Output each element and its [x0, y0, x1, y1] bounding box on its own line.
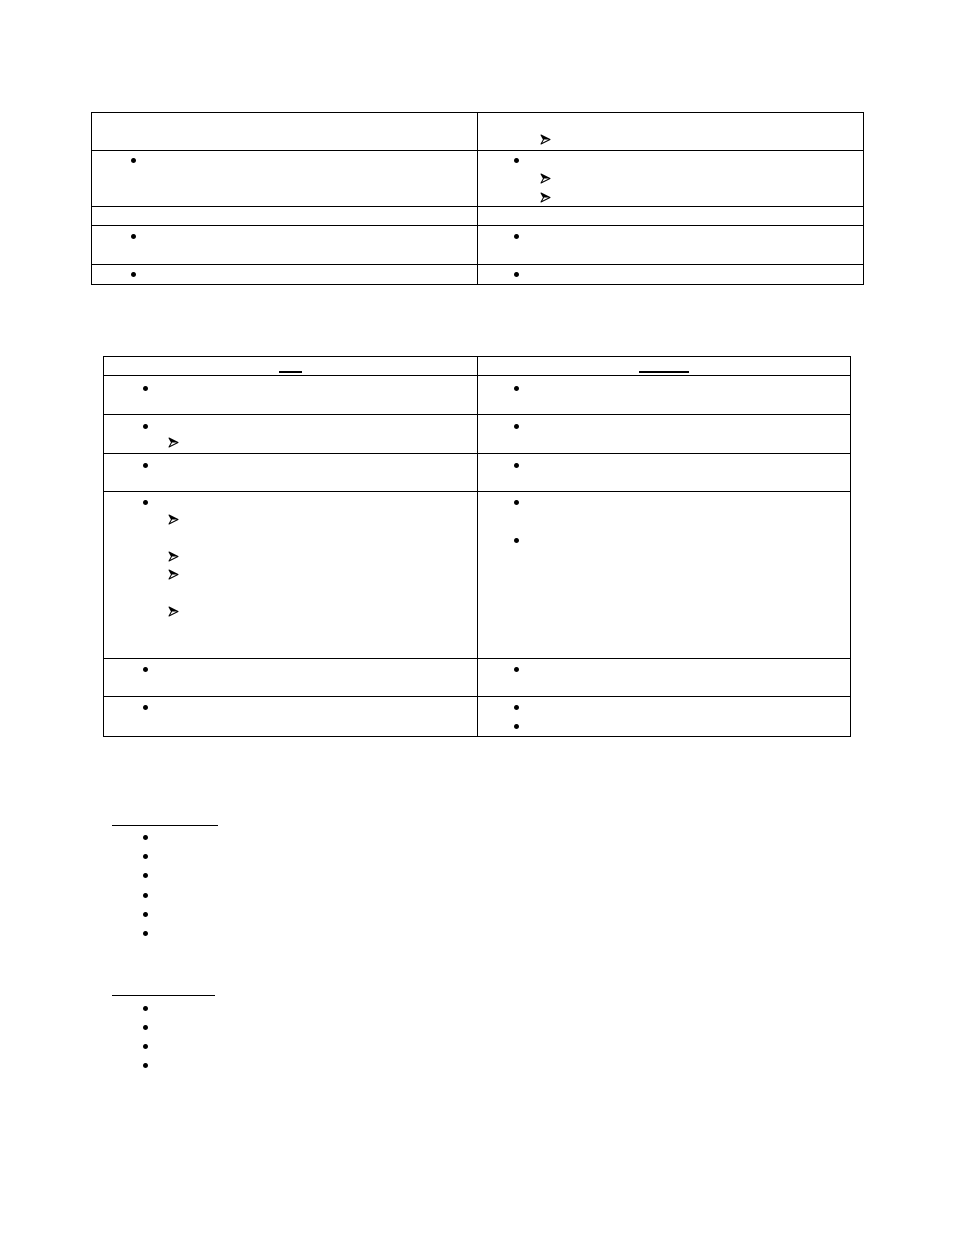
bullet-dot [514, 667, 519, 672]
arrow-bullet-icon [168, 606, 179, 617]
list-two-heading-underline [112, 995, 215, 996]
table-middle-row-divider [104, 375, 850, 376]
bullet-dot [143, 500, 148, 505]
arrow-bullet-icon [540, 192, 551, 203]
bullet-dot [514, 500, 519, 505]
table-top-row-divider [92, 264, 863, 265]
table-top-column-divider [477, 113, 478, 284]
table-top-row-divider [92, 150, 863, 151]
bullet-dot [131, 234, 136, 239]
table-middle-row-divider [104, 491, 850, 492]
table-middle-row-divider [104, 414, 850, 415]
bullet-dot [143, 667, 148, 672]
bullet-dot [514, 386, 519, 391]
bullet-dot [143, 854, 148, 859]
bullet-dot [514, 158, 519, 163]
arrow-bullet-icon [168, 514, 179, 525]
bullet-dot [514, 538, 519, 543]
table-middle [103, 356, 851, 737]
bullet-dot [143, 931, 148, 936]
bullet-dot [143, 1063, 148, 1068]
bullet-dot [514, 234, 519, 239]
arrow-bullet-icon [168, 437, 179, 448]
table-middle-row-divider [104, 453, 850, 454]
arrow-bullet-icon [540, 134, 551, 145]
table-middle-row-divider [104, 696, 850, 697]
bullet-dot [143, 893, 148, 898]
bullet-dot [143, 386, 148, 391]
bullet-dot [143, 463, 148, 468]
table-top-row-divider [92, 206, 863, 207]
table-top-row-divider [92, 225, 863, 226]
bullet-dot [143, 705, 148, 710]
arrow-bullet-icon [168, 551, 179, 562]
bullet-dot [514, 724, 519, 729]
bullet-dot [143, 1044, 148, 1049]
bullet-dot [514, 424, 519, 429]
arrow-bullet-icon [168, 569, 179, 580]
bullet-dot [143, 1006, 148, 1011]
table-middle-header-underline-right [639, 371, 689, 373]
bullet-dot [143, 835, 148, 840]
bullet-dot [514, 705, 519, 710]
table-middle-row-divider [104, 658, 850, 659]
bullet-dot [143, 1025, 148, 1030]
bullet-dot [514, 272, 519, 277]
bullet-dot [131, 158, 136, 163]
bullet-dot [131, 272, 136, 277]
arrow-bullet-icon [540, 173, 551, 184]
bullet-dot [143, 873, 148, 878]
table-top [91, 112, 864, 285]
table-middle-header-underline-left [279, 371, 302, 373]
bullet-dot [514, 463, 519, 468]
bullet-dot [143, 912, 148, 917]
list-one-heading-underline [112, 825, 218, 826]
bullet-dot [143, 424, 148, 429]
